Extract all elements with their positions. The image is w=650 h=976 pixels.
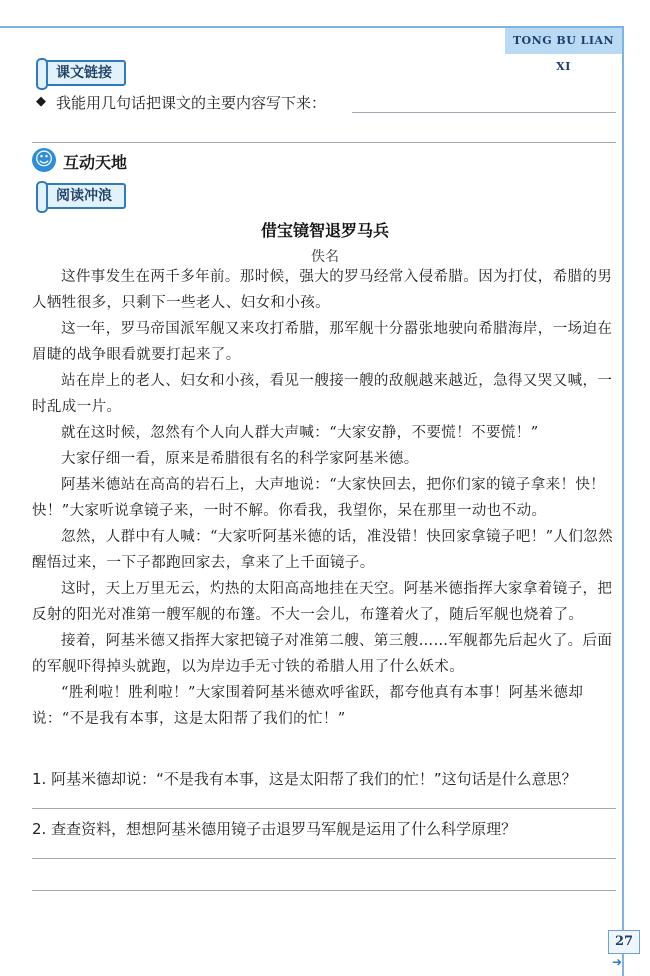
story-paragraph: 大家仔细一看，原来是希腊很有名的科学家阿基米德。 <box>61 451 419 467</box>
answer-line-1 <box>352 112 616 113</box>
page-margin-rule <box>622 26 624 976</box>
question-1-answer-line <box>32 808 616 809</box>
story-paragraph: 阿基米德站在高高的岩石上，大声地说：“大家快回去，把你们家的镜子拿来！快！快！”大家听说拿镜子来，一时不解。你看我，我望你，呆在那里一动也不动。 <box>32 477 606 519</box>
question-1: 1. 阿基米德却说：“不是我有本事，这是太阳帮了我们的忙！”这句话是什么意思？ <box>32 770 577 788</box>
smiley-icon: ☺ <box>32 148 56 172</box>
story-paragraph: 接着，阿基米德又指挥大家把镜子对准第二艘、第三艘……军舰都先后起火了。后面的军舰吓得掉头就跑，以为岸边手无寸铁的希腊人用了什么妖术。 <box>32 633 613 675</box>
story-paragraph: 这件事发生在两千多年前。那时候，强大的罗马经常入侵希腊。因为打仗，希腊的男人牺牲很多，只剩下一些老人、妇女和小孩。 <box>32 269 613 311</box>
story-title: 借宝镜智退罗马兵 <box>260 221 389 240</box>
story-body <box>32 264 616 732</box>
question-2: 2. 查查资料，想想阿基米德用镜子击退罗马军舰是运用了什么科学原理？ <box>32 820 517 838</box>
section-title-interactive: 互动天地 <box>63 153 128 172</box>
story-paragraph: 就在这时候，忽然有个人向人群大声喊：“大家安静，不要慌！不要慌！” <box>61 425 539 441</box>
story-paragraph: 忽然，人群中有人喊：“大家听阿基米德的话，准没错！快回家拿镜子吧！”人们忽然醒悟过来，一下子都跑回家去，拿来了上千面镜子。 <box>32 529 614 571</box>
summary-prompt: 我能用几句话把课文的主要内容写下来： <box>56 94 327 112</box>
story-author: 佚名 <box>311 249 339 265</box>
story-paragraph: 这一年，罗马帝国派军舰又来攻打希腊，那军舰十分嚣张地驶向希腊海岸，一场迫在眉睫的战争眼看就要打起来了。 <box>32 321 613 363</box>
question-2-answer-line-1 <box>32 858 616 859</box>
story-paragraph: “胜利啦！胜利啦！”大家围着阿基米德欢呼雀跃，都夸他真有本事！阿基米德却说：“不是我有本事，这是太阳帮了我们的忙！” <box>32 685 584 727</box>
section-label-reading: 阅读冲浪 <box>40 183 126 209</box>
answer-line-2 <box>32 142 616 143</box>
series-tag: TONG BU LIAN XI <box>505 28 622 54</box>
story-paragraph: 站在岸上的老人、妇女和小孩，看见一艘接一艘的敌舰越来越近，急得又哭又喊，一时乱成一片。 <box>32 373 613 415</box>
page-number: 27 <box>608 930 640 954</box>
story-paragraph: 这时，天上万里无云，灼热的太阳高高地挂在天空。阿基米德指挥大家拿着镜子，把反射的阳光对准第一艘军舰的布篷。不大一会儿，布篷着火了，随后军舰也烧着了。 <box>32 581 613 623</box>
page-arrow-icon: ➜ <box>612 955 623 969</box>
diamond-bullet-icon: ◆ <box>36 94 46 109</box>
question-2-answer-line-2 <box>32 890 616 891</box>
section-label-text-link: 课文链接 <box>40 60 126 86</box>
